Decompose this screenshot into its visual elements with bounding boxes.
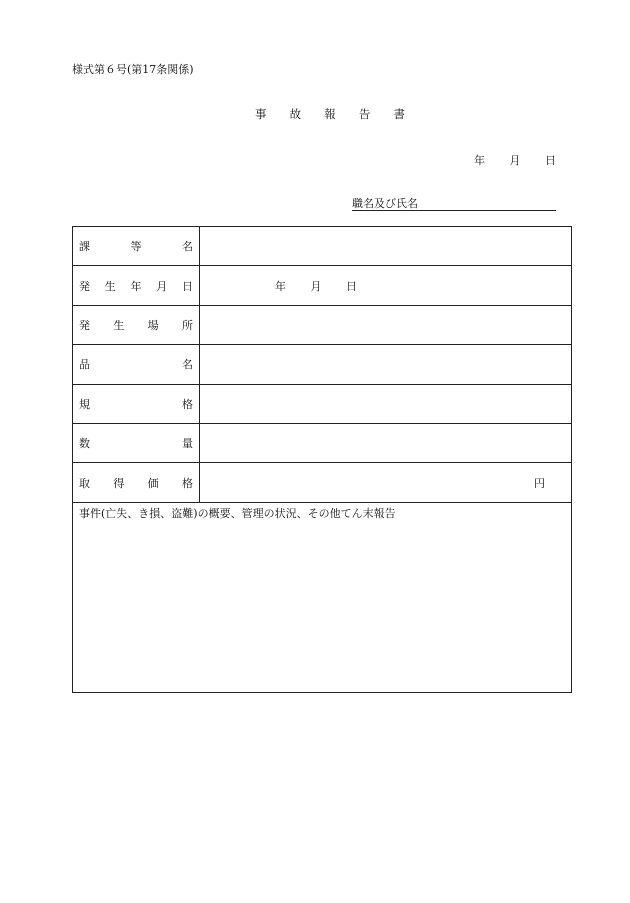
label-char: 取 <box>79 476 90 490</box>
row-label <box>73 266 200 305</box>
label-char: 名 <box>182 358 193 372</box>
table-row <box>73 463 572 502</box>
date-unit-month: 月 <box>509 154 521 167</box>
label-char: 場 <box>147 318 159 332</box>
table-row <box>73 345 572 384</box>
signature-label: 職名及び氏名 <box>352 197 418 210</box>
table-row <box>73 502 572 692</box>
title-char: 告 <box>358 107 371 121</box>
label-char: 等 <box>130 240 142 254</box>
label-char: 月 <box>156 279 168 293</box>
table-row <box>73 384 572 423</box>
label-char: 数 <box>79 437 90 451</box>
date-unit-year: 年 <box>474 154 485 167</box>
department-input[interactable] <box>200 227 572 266</box>
date-unit-day: 日 <box>346 279 357 293</box>
label-char: 得 <box>113 476 125 490</box>
label-char: 発 <box>79 318 90 332</box>
label-char: 課 <box>79 240 90 254</box>
label-char: 年 <box>130 279 142 293</box>
signature-field[interactable] <box>352 197 556 211</box>
table-row <box>73 266 572 305</box>
incident-report-area[interactable] <box>73 502 572 692</box>
report-table <box>72 226 572 693</box>
date-unit-month: 月 <box>310 279 322 293</box>
label-char: 生 <box>104 279 116 293</box>
label-char: 格 <box>182 397 193 411</box>
table-row <box>73 305 572 344</box>
label-char: 所 <box>181 318 193 332</box>
incident-report-label: 事件(亡失、き損、盗難)の概要、管理の状況、その他てん末報告 <box>79 506 396 520</box>
row-label <box>73 384 200 423</box>
label-char: 日 <box>182 279 193 293</box>
row-label <box>73 423 200 462</box>
row-label <box>73 227 200 266</box>
yen-unit: 円 <box>534 476 545 490</box>
form-number: 様式第６号(第17条関係) <box>72 63 194 76</box>
label-char: 生 <box>113 318 125 332</box>
table-row <box>73 423 572 462</box>
label-char: 量 <box>182 437 193 451</box>
quantity-input[interactable] <box>200 423 572 462</box>
title-char: 書 <box>393 107 405 121</box>
label-char: 価 <box>147 476 159 490</box>
title-char: 報 <box>324 107 336 121</box>
label-char: 品 <box>79 358 90 372</box>
label-char: 名 <box>182 240 193 254</box>
date-unit-day: 日 <box>545 154 556 167</box>
title-char: 事 <box>255 107 267 121</box>
document-title <box>255 106 405 122</box>
specification-input[interactable] <box>200 384 572 423</box>
row-label <box>73 345 200 384</box>
report-date-field[interactable] <box>474 152 556 168</box>
acquisition-price-input[interactable] <box>200 463 572 502</box>
row-label <box>73 305 200 344</box>
label-char: 格 <box>181 476 193 490</box>
label-char: 発 <box>79 279 90 293</box>
table-row <box>73 227 572 266</box>
label-char: 規 <box>79 397 90 411</box>
item-name-input[interactable] <box>200 345 572 384</box>
occurrence-location-input[interactable] <box>200 305 572 344</box>
title-char: 故 <box>289 107 302 121</box>
occurrence-date-input[interactable] <box>200 266 572 305</box>
date-unit-year: 年 <box>275 279 286 293</box>
row-label <box>73 463 200 502</box>
